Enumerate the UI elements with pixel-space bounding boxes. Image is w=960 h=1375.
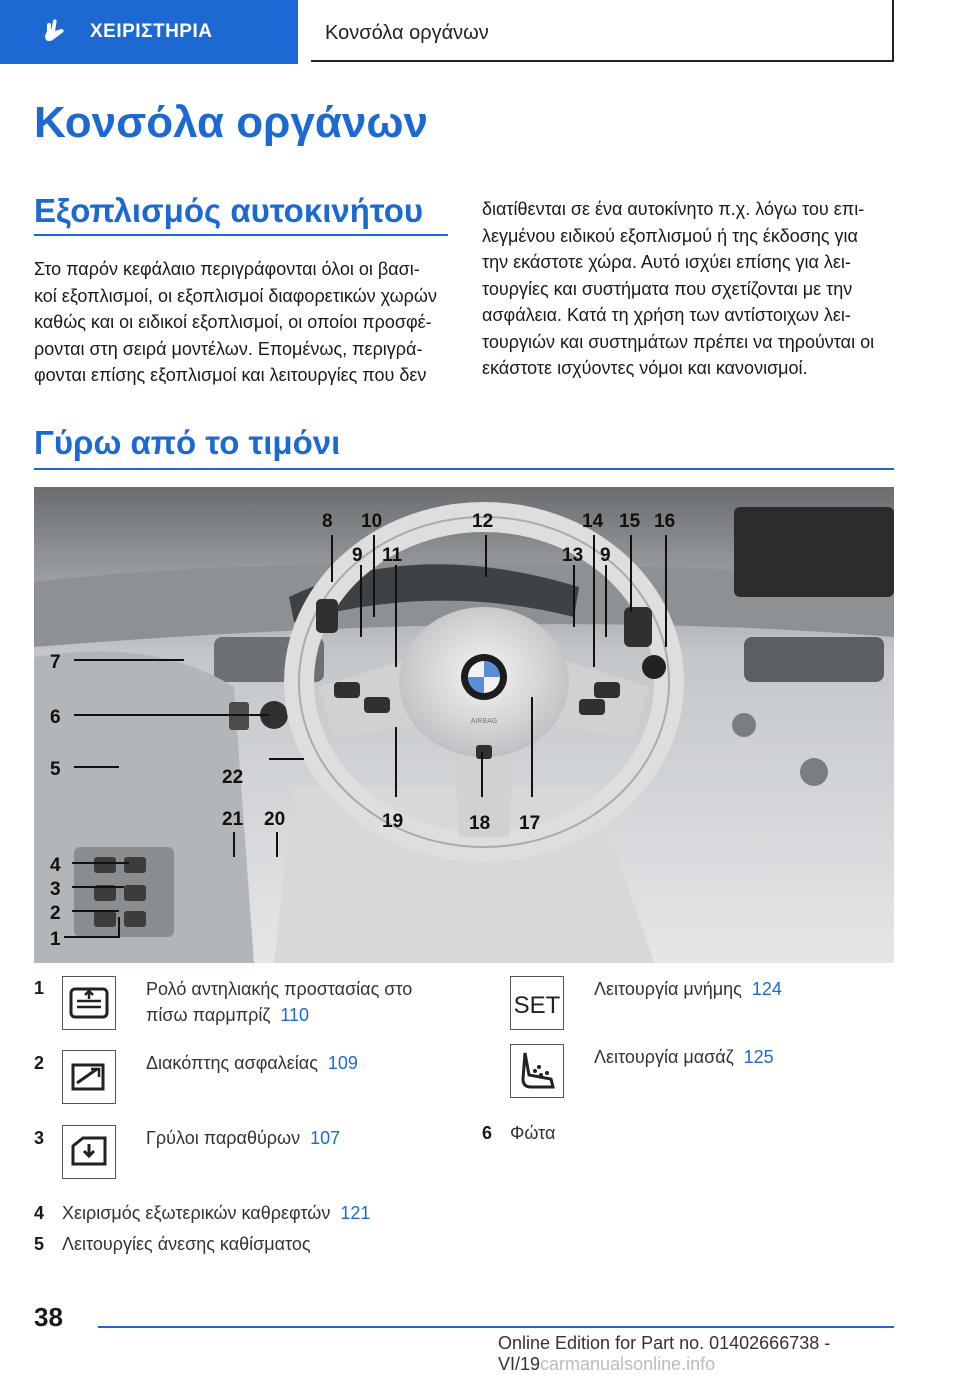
item-label: Λειτουργία μνήμης [594,979,742,999]
intro-column-2 [482,196,902,382]
item-label: Ρολό αντηλιακής προστασίας στο [146,979,413,999]
page-reference-link[interactable]: 109 [327,1053,358,1073]
text-line: την εκάστοτε χώρα. Αυτό ισχύει επίσης για λει- [482,252,851,272]
item-text [594,1044,774,1070]
item-text [594,976,782,1002]
item-label: Διακόπτης ασφαλείας [146,1053,318,1073]
item-text [146,1125,340,1151]
section-title-equipment: Εξοπλισμός αυτοκινήτου [34,192,424,229]
text-line: φονται επίσης εξοπλισμοί και λειτουργίες που δεν [34,365,427,385]
power-window-icon [62,1125,116,1179]
callout-19: 19 [382,811,404,832]
item-number: 6 [482,1123,493,1143]
item-text [62,1200,370,1226]
cockpit-figure [34,487,894,963]
item-label: πίσω παρμπρίζ [146,1005,271,1025]
section-rule [34,468,894,470]
item-text [146,976,466,1028]
item-label: Λειτουργίες άνεσης καθίσματος [62,1234,311,1254]
section-title-steering: Γύρω από το τιμόνι [34,424,341,461]
callout-9: 9 [352,545,363,566]
text-line: εκάστοτε ισχύοντες νόμοι και κανονισμοί. [482,358,808,378]
airbag-badge: AIRBAG [470,718,498,725]
callout-11: 11 [382,545,403,566]
page-reference-link[interactable]: 121 [340,1203,371,1223]
item-number: 5 [34,1234,45,1254]
memory-set-icon [510,976,564,1030]
callout-7: 7 [50,652,61,673]
page-reference-link[interactable]: 125 [743,1047,774,1067]
item-label: Γρύλοι παραθύρων [146,1128,301,1148]
text-line: διατίθενται σε ένα αυτοκίνητο π.χ. λόγω του επι- [482,199,865,219]
item-text [510,1120,555,1146]
text-line: καθώς και οι ειδικοί εξοπλισμοί, οι οποίοι προσφέ- [34,312,432,332]
callout-2: 2 [50,903,61,924]
callout-21: 21 [222,809,244,830]
text-line: ασφάλεια. Κατά τη χρήση των αντίστοιχων λει- [482,305,851,325]
page-reference-link[interactable]: 107 [310,1128,341,1148]
item-number: 1 [34,978,45,998]
cockpit-illustration [34,487,894,963]
window-safety-switch-icon [62,1050,116,1104]
topic-tab[interactable] [311,0,894,62]
section-rule [34,234,448,236]
text-line: κοί εξοπλισμοί, οι εξοπλισμοί διαφορετικών χωρών [34,285,437,306]
item-label: Λειτουργία μασάζ [594,1047,734,1067]
callout-15: 15 [619,511,641,532]
footer-watermark: carmanualsonline.info [540,1354,716,1374]
page-title: Κονσόλα οργάνων [34,98,429,147]
item-text [62,1231,311,1257]
text-line: ρονται στη σειρά μοντέλων. Επομένως, περιγρά- [34,338,423,359]
text-line: λεγμένου ειδικού εξοπλισμού ή της έκδοσης για [482,225,858,246]
callout-22: 22 [222,767,244,788]
hand-pointer-icon [40,17,70,47]
callout-13: 13 [562,545,584,566]
item-text [146,1050,358,1076]
rear-sunblind-icon [62,976,116,1030]
callout-14: 14 [582,511,604,532]
callout-9b: 9 [600,545,611,566]
callout-4: 4 [50,855,61,876]
massage-seat-icon [510,1044,564,1098]
intro-column-1 [34,256,454,389]
footer-edition: Online Edition for Part no. 01402666738 - VI/19 [498,1333,831,1374]
callout-3: 3 [50,879,61,900]
item-label: Χειρισμός εξωτερικών καθρεφτών [62,1203,331,1223]
footer-rule [98,1326,894,1328]
chapter-label: ΧΕΙΡΙΣΤΗΡΙΑ [90,21,213,42]
callout-17: 17 [519,813,541,834]
callout-5: 5 [50,759,61,780]
callout-1: 1 [50,929,61,950]
item-label: Φώτα [510,1123,556,1143]
text-line: τουργίες και συστήματα που σχετίζονται με την [482,278,853,299]
callout-8: 8 [322,511,333,532]
footer [498,1333,960,1375]
callout-12: 12 [472,511,494,532]
item-number: 4 [34,1203,45,1223]
text-line: Στο παρόν κεφάλαιο περιγράφονται όλοι οι βασι- [34,259,420,279]
callout-18: 18 [469,813,491,834]
item-number: 2 [34,1053,45,1073]
callout-20: 20 [264,809,286,830]
item-number: 3 [34,1128,45,1148]
item-label-line [146,1002,466,1028]
callout-6: 6 [50,707,61,728]
page-number: 38 [34,1302,63,1332]
topic-tab-label: Κονσόλα οργάνων [325,22,489,44]
text-line: τουργιών και συστημάτων πρέπει να τηρούνται οι [482,331,875,352]
chapter-header[interactable] [0,0,298,64]
page-reference-link[interactable]: 110 [280,1005,310,1025]
set-icon-text: SET [513,992,561,1019]
callout-10: 10 [361,511,383,532]
page-reference-link[interactable]: 124 [751,979,782,999]
callout-16: 16 [654,511,676,532]
